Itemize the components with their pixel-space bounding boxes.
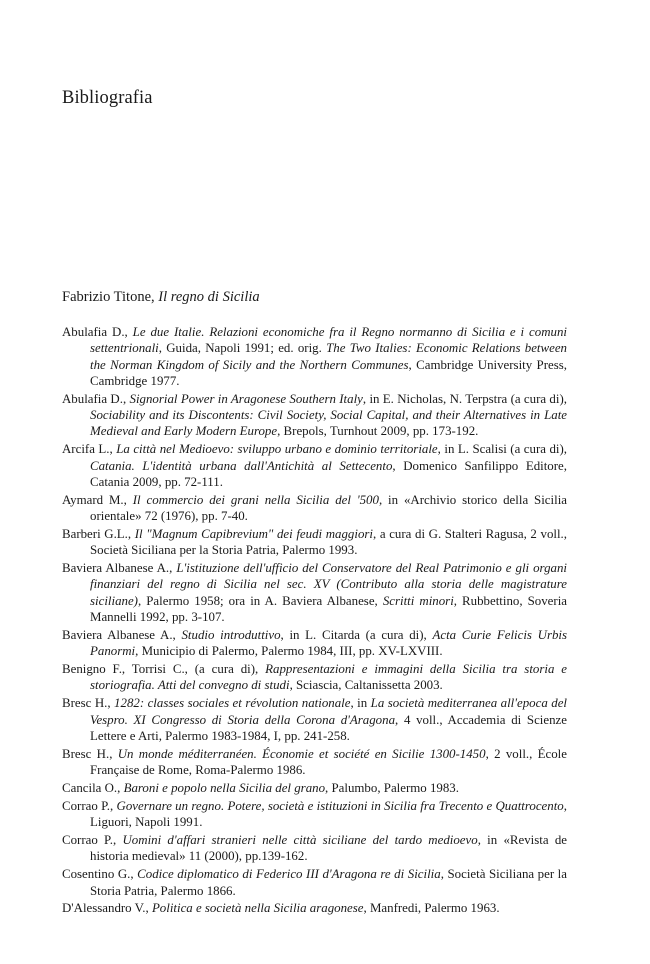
entry-title-segment: Le due Italie. Relazioni economiche fra il Regno normanno di Sicilia e i comuni settentrionali xyxy=(90,325,567,356)
entry-text-segment: Benigno F., Torrisi C., (a cura di), xyxy=(62,662,266,677)
entry-text-segment: , Manfredi, Palermo 1963. xyxy=(363,901,500,916)
entry-title-segment: La città nel Medioevo: sviluppo urbano e dominio territoriale xyxy=(116,442,438,457)
entry-title-segment: Un monde méditerranéen. Économie et société en Sicilie 1300-1450 xyxy=(117,746,486,761)
entry-text-segment: , Municipio di Palermo, Palermo 1984, III, pp. XV-LXVIII. xyxy=(135,644,443,659)
bibliography-entry xyxy=(62,746,567,779)
entry-title-segment: Sociability and its Discontents: Civil Society, Social Capital, and their Alternatives in Late Medieval and Early Modern Europe xyxy=(90,408,567,439)
section-heading xyxy=(62,289,260,306)
entry-text-segment: Bresc H., xyxy=(62,746,118,761)
bibliography-entry xyxy=(62,832,567,865)
entry-text-segment: Bresc H., xyxy=(62,696,115,711)
entry-text-segment: Baviera Albanese A., xyxy=(62,627,182,642)
entry-text-segment: Arcifa L., xyxy=(62,442,117,457)
entry-title-segment: Studio introduttivo xyxy=(181,627,281,642)
bibliography-entry xyxy=(62,391,567,440)
entry-text-segment: Barberi G.L., xyxy=(62,526,135,541)
entry-title-segment: Il "Magnum Capibrevium" dei feudi maggiori xyxy=(134,526,374,541)
entry-text-segment: Corrao P., xyxy=(62,798,117,813)
entry-title-segment: Il commercio dei grani nella Sicilia del '500 xyxy=(132,492,379,507)
entry-text-segment: , in «Revista de historia medieval» 11 (2000), pp.139-162. xyxy=(90,833,567,864)
entry-text-segment: , 2 voll., École Française de Rome, Roma-Palermo 1986. xyxy=(90,746,567,778)
entry-title-segment: Rappresentazioni e immagini della Sicilia tra storia e storiografia. Atti del convegno di studi xyxy=(90,662,567,693)
entry-text-segment: , Brepols, Turnhout 2009, pp. 173-192. xyxy=(277,424,479,439)
entry-title-segment: Codice diplomatico di Federico III d'Aragona re di Sicilia xyxy=(137,867,441,882)
page-title: Bibliografia xyxy=(62,88,153,108)
section-work-title: Il regno di Sicilia xyxy=(158,289,260,305)
bibliography-entry xyxy=(62,798,567,831)
entry-title-segment: 1282: classes sociales et révolution nationale xyxy=(114,696,351,711)
bibliography-list xyxy=(62,324,567,918)
entry-text-segment: Cancila O., xyxy=(62,780,124,795)
entry-text-segment: Aymard M., xyxy=(62,492,133,507)
entry-text-segment: , Rubbettino, Soveria Mannelli 1992, pp. 3-107. xyxy=(90,593,568,625)
bibliography-entry xyxy=(62,780,567,796)
entry-title-segment: Signorial Power in Aragonese Southern Italy xyxy=(129,391,363,406)
entry-title-segment: L'istituzione dell'ufficio del Conservatore del Real Patrimonio e gli organi finanziari del regno di Sicilia nel sec. XV (Contributo alla storia delle magistrature siciliane) xyxy=(90,561,567,608)
entry-title-segment: Scritti minori xyxy=(382,593,454,608)
entry-text-segment: , Liguori, Napoli 1991. xyxy=(90,798,567,830)
bibliography-entry xyxy=(62,695,567,744)
entry-title-segment: The Two Italies: Economic Relations between the Norman Kingdom of Sicily and the Northern Communes xyxy=(90,341,567,372)
entry-text-segment: , in xyxy=(350,696,371,711)
entry-text-segment: , Palermo 1958; ora in A. Baviera Albanese, xyxy=(137,593,383,608)
entry-text-segment: , in E. Nicholas, N. Terpstra (a cura di), xyxy=(362,391,567,406)
entry-text-segment: , Sciascia, Caltanissetta 2003. xyxy=(289,678,443,693)
entry-text-segment: , Domenico Sanfilippo Editore, Catania 2009, pp. 72-111. xyxy=(90,458,567,489)
bibliography-entry xyxy=(62,866,567,899)
entry-title-segment: Politica e società nella Sicilia aragonese xyxy=(151,901,364,916)
entry-text-segment: Cosentino G., xyxy=(62,867,138,882)
entry-text-segment: Corrao P., xyxy=(62,833,123,848)
entry-text-segment: , in L. Citarda (a cura di), xyxy=(280,627,433,642)
bibliography-entry xyxy=(62,441,567,490)
entry-text-segment: , in «Archivio storico della Sicilia orientale» 72 (1976), pp. 7-40. xyxy=(90,492,567,524)
entry-title-segment: Acta Curie Felicis Urbis Panormi xyxy=(90,627,568,659)
entry-text-segment: , in L. Scalisi (a cura di), xyxy=(437,442,568,457)
bibliography-entry xyxy=(62,324,567,389)
entry-text-segment: , Società Siciliana per la Storia Patria, Palermo 1866. xyxy=(90,867,567,898)
bibliography-entry xyxy=(62,900,567,916)
entry-text-segment: , Cambridge University Press, Cambridge 1977. xyxy=(90,357,567,388)
bibliography-entry xyxy=(62,560,567,625)
entry-text-segment: D'Alessandro V., xyxy=(62,901,152,916)
entry-text-segment: , 4 voll., Accademia di Scienze Lettere e Arti, Palermo 1983-1984, I, pp. 241-258. xyxy=(90,712,567,743)
entry-title-segment: Baroni e popolo nella Sicilia del grano xyxy=(123,780,326,795)
entry-text-segment: , Guida, Napoli 1991; ed. orig. xyxy=(158,341,327,356)
entry-text-segment: Baviera Albanese A., xyxy=(62,561,177,576)
entry-text-segment: Abulafia D., xyxy=(62,391,130,406)
entry-title-segment: Uomini d'affari stranieri nelle città siciliane del tardo medioevo xyxy=(122,833,478,848)
bibliography-entry xyxy=(62,526,567,559)
bibliography-entry xyxy=(62,661,567,694)
section-author: Fabrizio Titone, xyxy=(62,289,155,305)
entry-text-segment: , Palumbo, Palermo 1983. xyxy=(325,780,459,795)
entry-text-segment: Abulafia D., xyxy=(62,325,133,339)
entry-title-segment: La società mediterranea all'epoca del Vespro. XI Congresso di Storia della Corona d'Aragona xyxy=(90,696,567,727)
bibliography-entry xyxy=(62,627,567,660)
bibliography-entry xyxy=(62,492,567,525)
entry-title-segment: Catania. L'identità urbana dall'Antichità al Settecento xyxy=(90,458,393,473)
entry-title-segment: Governare un regno. Potere, società e istituzioni in Sicilia fra Trecento e Quattrocento xyxy=(116,798,564,813)
entry-text-segment: , a cura di G. Stalteri Ragusa, 2 voll., Società Siciliana per la Storia Patria, Palermo 1993. xyxy=(90,526,568,558)
